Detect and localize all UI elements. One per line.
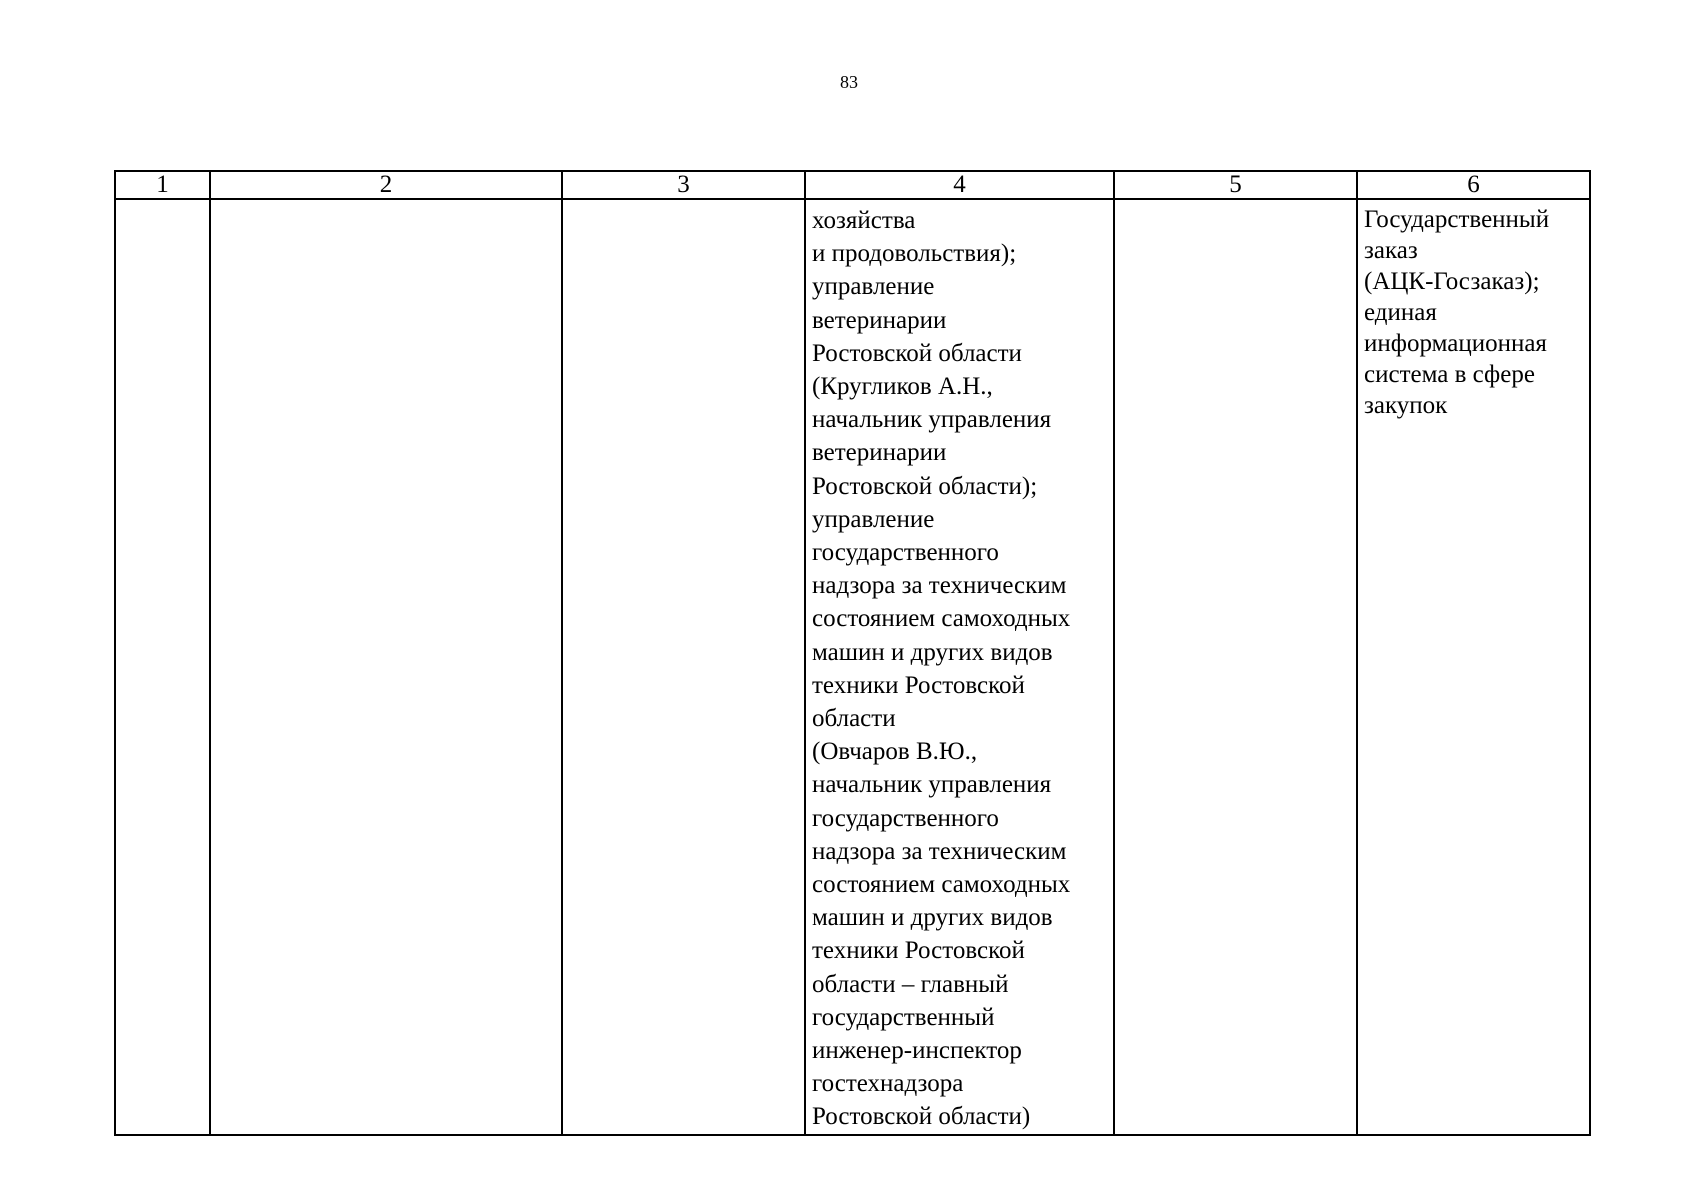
cell-text-line: Ростовской области	[812, 339, 1022, 367]
cell-text-line: управление	[812, 505, 935, 533]
cell-col-4	[805, 199, 1114, 1135]
page-number: 83	[840, 72, 858, 92]
cell-text-line: государственного	[812, 804, 999, 832]
cell-text-line: Государственный	[1364, 206, 1550, 233]
cell-text-line: государственный	[812, 1003, 995, 1031]
cell-col-5	[1114, 199, 1357, 1135]
cell-text-line: управление	[812, 273, 935, 301]
header-col-4: 4	[805, 171, 1114, 199]
cell-text-line: хозяйства	[812, 207, 916, 234]
cell-text-line: единая	[1364, 299, 1437, 326]
cell-text-line: (Овчаров В.Ю.,	[812, 738, 978, 766]
cell-text-line: ветеринарии	[812, 306, 947, 334]
header-col-5: 5	[1114, 171, 1357, 199]
cell-text-line: области – главный	[812, 970, 1009, 998]
cell-text-line: инженер-инспектор	[812, 1037, 1022, 1065]
table-row	[115, 199, 1590, 1135]
cell-col-2	[210, 199, 562, 1135]
table-header	[115, 171, 1590, 199]
cell-text-line: техники Ростовской	[812, 671, 1025, 699]
cell-text-line: состоянием самоходных	[812, 871, 1071, 899]
cell-text-line: (Кругликов А.Н.,	[812, 373, 993, 401]
header-col-3: 3	[562, 171, 805, 199]
document-table	[114, 170, 1591, 1136]
cell-text-line: и продовольствия);	[812, 240, 1017, 268]
cell-text-line: государственного	[812, 539, 999, 567]
cell-text-line: (АЦК-Госзаказ);	[1364, 268, 1540, 295]
cell-text-line: надзора за техническим	[812, 572, 1067, 600]
cell-text-line: области	[812, 705, 896, 733]
cell-col-6	[1357, 199, 1590, 1135]
cell-text-line: машин и других видов	[812, 904, 1053, 932]
table-body	[115, 199, 1590, 1135]
cell-text-line: гостехнадзора	[812, 1070, 964, 1098]
cell-text-line: техники Ростовской	[812, 937, 1025, 965]
cell-text-line: закупок	[1364, 392, 1448, 419]
cell-text-line: надзора за техническим	[812, 837, 1067, 865]
cell-col-6-text	[1358, 200, 1589, 421]
cell-text-line: Ростовской области)	[812, 1103, 1031, 1131]
cell-text-line: машин и других видов	[812, 638, 1053, 666]
cell-col-4-text	[806, 200, 1113, 1134]
cell-text-line: начальник управления	[812, 406, 1052, 434]
header-col-2: 2	[210, 171, 562, 199]
header-col-6: 6	[1357, 171, 1590, 199]
cell-text-line: ветеринарии	[812, 439, 947, 467]
cell-text-line: заказ	[1364, 237, 1418, 264]
header-col-1: 1	[115, 171, 210, 199]
cell-text-line: начальник управления	[812, 771, 1052, 799]
cell-text-line: информационная	[1364, 330, 1547, 357]
cell-col-3	[562, 199, 805, 1135]
cell-text-line: состоянием самоходных	[812, 605, 1071, 633]
cell-text-line: Ростовской области);	[812, 472, 1038, 500]
cell-col-1	[115, 199, 210, 1135]
cell-text-line: система в сфере	[1364, 361, 1535, 388]
header-row	[115, 171, 1590, 199]
